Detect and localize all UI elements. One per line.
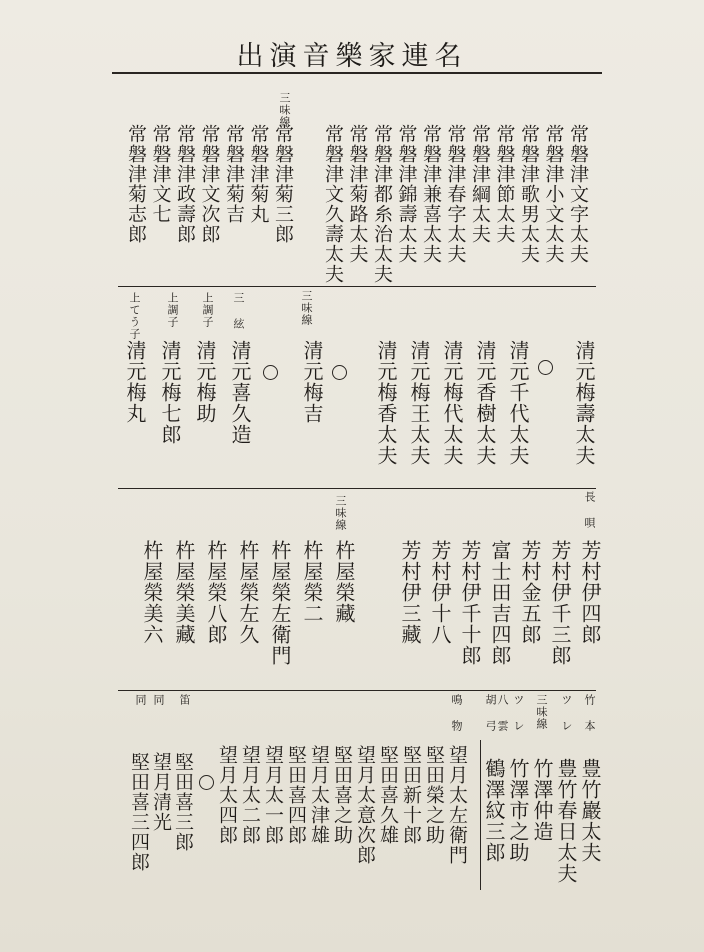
performer-name: 堅田喜久雄: [377, 745, 399, 845]
performer-name: 望月太一郎: [262, 745, 284, 845]
performer-name: 芳村伊千三郎: [548, 540, 572, 666]
performer-name: 竹澤仲造: [530, 758, 554, 842]
s4-yakumo-label: 八 雲: [496, 694, 509, 732]
s2-shamisen-label: 三味線: [300, 290, 313, 326]
performer-name: 常磐津節太夫: [493, 124, 516, 244]
performer-name: 芳村金五郎: [518, 540, 542, 645]
s4-narimono-label: 鳴 物: [450, 694, 463, 732]
s3-nagauta-label: 長 唄: [583, 491, 596, 529]
s2-uejoshi-label-3: 上てう子: [128, 292, 141, 340]
performer-name: 常磐津都糸治太夫: [371, 124, 393, 284]
performer-name: 常磐津文七: [149, 124, 172, 224]
performer-name: 清元香樹太夫: [473, 340, 497, 466]
performer-name: 常磐津文久壽太夫: [322, 124, 344, 284]
performer-name: 堅田喜三郎: [172, 752, 194, 852]
performer-name: 清元千代太夫: [506, 340, 530, 466]
performer-name: 杵屋榮美六: [140, 540, 164, 645]
performer-name: 望月太四郎: [216, 745, 238, 845]
s2-sangen-label: 三 絃: [232, 292, 245, 330]
performer-name: 芳村伊千十郎: [458, 540, 482, 666]
performer-name: 堅田新十郎: [400, 745, 422, 845]
performer-name: 望月太二郎: [239, 745, 261, 845]
s3-shamisen-label: 三味線: [334, 495, 347, 531]
performer-name: 望月清光: [150, 752, 172, 832]
s1-shamisen-label: 三味線: [278, 92, 291, 128]
performer-name: 富士田吉四郎: [488, 540, 512, 666]
performer-name: 豊竹春日太夫: [554, 758, 578, 884]
s4-dou-label-1: 同: [152, 694, 165, 706]
performer-name: 清元梅助: [193, 340, 217, 424]
s4-tsure-label: ツ レ: [560, 694, 573, 732]
separator-circle-2: [332, 365, 347, 380]
performer-name: 清元梅代太夫: [440, 340, 464, 466]
performer-name: 望月太左衛門: [446, 745, 468, 865]
s4-kokyu-label: 胡 弓: [484, 694, 497, 732]
performer-name: 清元梅七郎: [158, 340, 182, 445]
performer-name: 常磐津菊三郎: [272, 124, 294, 244]
performer-name: 清元梅香太夫: [374, 340, 398, 466]
performer-name: 常磐津政壽郎: [174, 124, 196, 244]
performer-name: 堅田喜三四郎: [128, 752, 150, 872]
separator-circle-4: [199, 775, 214, 790]
section-divider-2: [118, 488, 596, 489]
performer-name: 清元梅吉: [300, 340, 324, 424]
performer-name: 堅田喜四郎: [285, 745, 307, 845]
section-divider-1: [118, 286, 596, 287]
performer-name: 常磐津歌男太夫: [518, 124, 540, 264]
performer-name: 常磐津文次郎: [198, 124, 221, 244]
performer-name: 杵屋榮左衛門: [268, 540, 292, 666]
separator-circle-3: [263, 365, 278, 380]
performer-name: 清元梅王太夫: [407, 340, 431, 466]
section-divider-3: [118, 690, 596, 691]
performer-name: 常磐津菊吉: [223, 124, 245, 224]
performer-name: 望月太津雄: [308, 745, 330, 845]
performer-name: 杵屋榮美藏: [172, 540, 196, 645]
performer-name: 常磐津文字太夫: [567, 124, 589, 264]
page-title: 出演音樂家連名: [236, 41, 468, 72]
s2-uejoshi-label-1: 上調子: [201, 292, 214, 328]
performer-name: 常磐津錦壽太夫: [395, 124, 418, 264]
performer-name: 芳村伊四郎: [578, 540, 602, 645]
separator-circle-1: [538, 360, 553, 375]
s4-fue-label: 笛: [178, 694, 191, 706]
performer-name: 竹澤市之助: [506, 758, 530, 863]
performer-name: 常磐津兼喜太夫: [420, 124, 442, 264]
s4-column-rule: [480, 740, 481, 890]
s4-shamisen-tsure-label: ツ レ: [512, 694, 525, 732]
performer-name: 杵屋榮左久: [236, 540, 260, 645]
performer-name: 常磐津菊路太夫: [346, 124, 369, 264]
performer-name: 鶴澤紋三郎: [482, 758, 506, 863]
performer-name: 清元梅壽太夫: [572, 340, 596, 466]
performer-name: 清元梅丸: [123, 340, 147, 424]
s4-dou-label-2: 同: [134, 694, 147, 706]
performer-name: 杵屋榮八郎: [204, 540, 228, 645]
performer-name: 望月太意次郎: [354, 745, 376, 865]
performer-name: 杵屋榮藏: [332, 540, 356, 624]
performer-name: 常磐津菊志郎: [125, 124, 147, 244]
performer-name: 芳村伊三藏: [398, 540, 422, 645]
performer-name: 清元喜久造: [228, 340, 252, 445]
performer-name: 常磐津春字太夫: [444, 124, 467, 264]
s2-uejoshi-label-2: 上調子: [166, 292, 179, 328]
performer-name: 堅田喜之助: [331, 745, 353, 845]
s4-shamisen-label: 三味線: [535, 694, 548, 730]
performer-name: 豊竹巖太夫: [578, 758, 602, 863]
performer-name: 常磐津小文太夫: [542, 124, 565, 264]
performer-name: 常磐津菊丸: [247, 124, 270, 224]
performer-name: 常磐津綱太夫: [469, 124, 491, 244]
performer-name: 堅田榮之助: [423, 745, 445, 845]
performer-name: 杵屋榮二: [300, 540, 324, 624]
performer-name: 芳村伊十八: [428, 540, 452, 645]
s4-takemoto-label: 竹 本: [583, 694, 596, 732]
title-rule: [112, 72, 602, 74]
